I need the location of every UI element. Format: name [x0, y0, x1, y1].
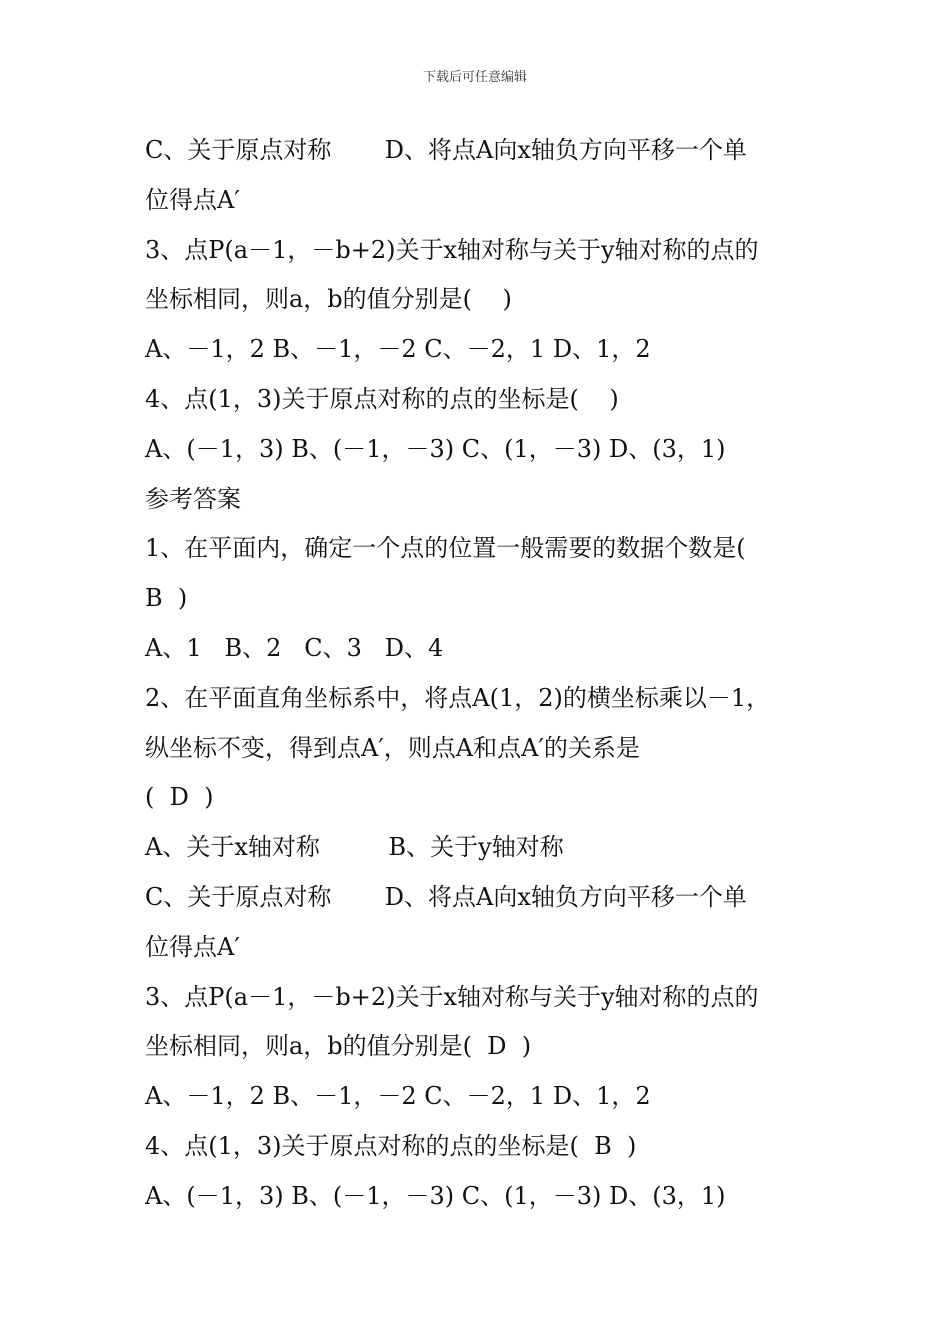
text-line: A、(－1，3) B、(－1，－3) C、(1，－3) D、(3，1) [145, 1181, 726, 1210]
text-line: 位得点A′ [145, 932, 240, 961]
text-line: A、－1，2 B、－1，－2 C、－2，1 D、1，2 [145, 1082, 651, 1111]
text-line: 纵坐标不变，得到点A′，则点A和点A′的关系是 [145, 733, 640, 762]
text-line: 3、点P(a－1，－b+2)关于x轴对称与关于y轴对称的点的 [145, 235, 759, 264]
document-body [145, 126, 825, 1222]
text-line: B ) [145, 584, 188, 613]
text-line: A、关于x轴对称 B、关于y轴对称 [145, 833, 564, 862]
text-line: 3、点P(a－1，－b+2)关于x轴对称与关于y轴对称的点的 [145, 982, 759, 1011]
text-line: A、(－1，3) B、(－1，－3) C、(1，－3) D、(3，1) [145, 434, 726, 463]
text-line: 位得点A′ [145, 185, 240, 214]
text-line: A、1 B、2 C、3 D、4 [145, 633, 444, 662]
page-header: 下载后可任意编辑 [422, 70, 527, 85]
text-line: 2、在平面直角坐标系中，将点A(1，2)的横坐标乘以－1， [145, 683, 771, 712]
text-line: 4、点(1，3)关于原点对称的点的坐标是( ) [145, 384, 619, 413]
section-heading: 参考答案 [145, 484, 241, 513]
text-line: 坐标相同，则a，b的值分别是( D ) [145, 1032, 532, 1061]
text-line: 4、点(1，3)关于原点对称的点的坐标是( B ) [145, 1131, 637, 1160]
text-line: 坐标相同，则a，b的值分别是( ) [145, 285, 512, 314]
text-line: ( D ) [145, 783, 214, 812]
text-line: A、－1，2 B、－1，－2 C、－2，1 D、1，2 [145, 335, 651, 364]
text-line: C、关于原点对称 D、将点A向x轴负方向平移一个单 [145, 136, 747, 164]
text-line: C、关于原点对称 D、将点A向x轴负方向平移一个单 [145, 882, 747, 911]
text-line: 1、在平面内，确定一个点的位置一般需要的数据个数是( [145, 534, 746, 563]
